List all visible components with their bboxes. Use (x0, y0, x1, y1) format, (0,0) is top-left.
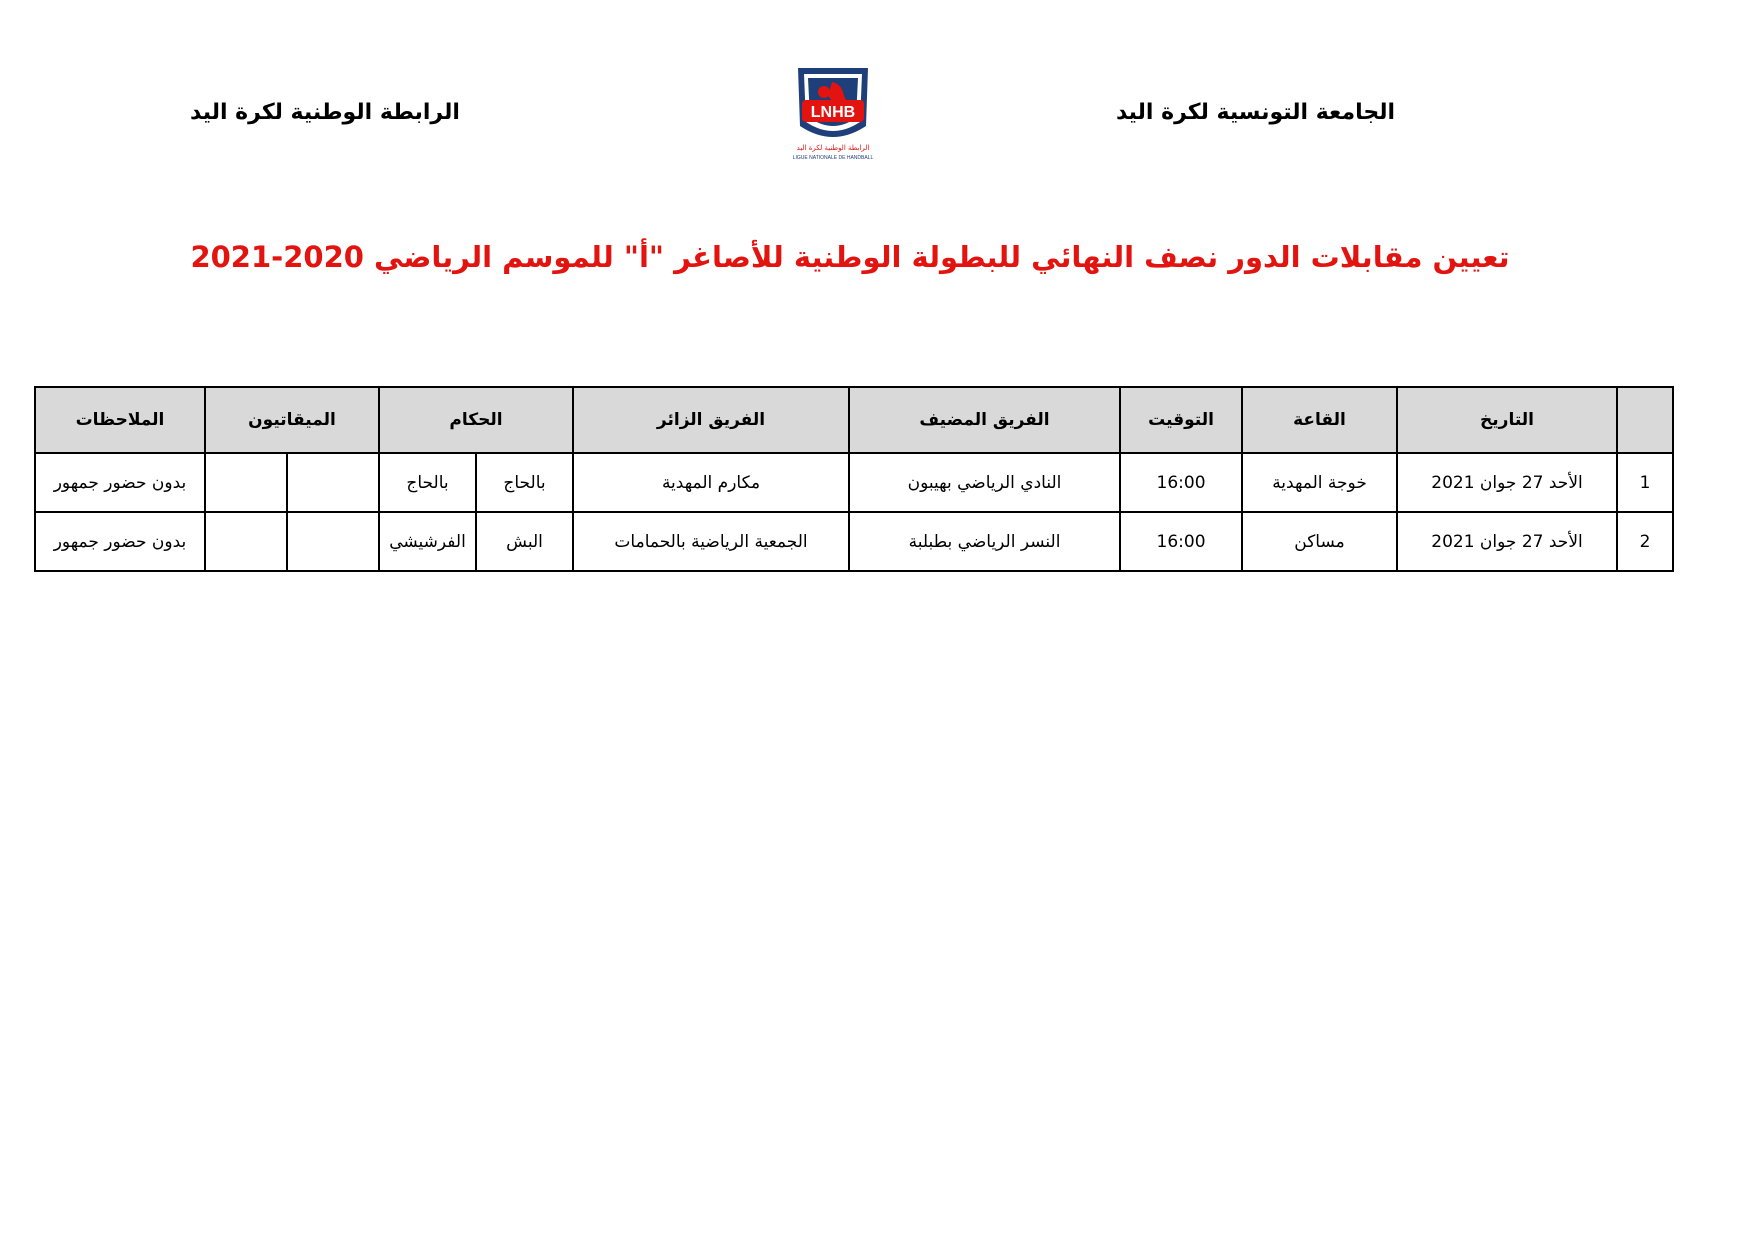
match-time: 16:00 (1120, 453, 1242, 512)
match-date: الأحد 27 جوان 2021 (1397, 512, 1617, 571)
federation-name: الجامعة التونسية لكرة اليد (1115, 100, 1395, 125)
timekeeper-1 (287, 512, 379, 571)
away-team: الجمعية الرياضية بالحمامات (573, 512, 849, 571)
match-notes: بدون حضور جمهور (35, 453, 205, 512)
logo-subtitle-ar: الرابطة الوطنية لكرة اليد (796, 144, 870, 152)
timekeeper-1 (287, 453, 379, 512)
home-team: النسر الرياضي بطبلبة (849, 512, 1120, 571)
header-home-team: الفريق المضيف (849, 387, 1120, 453)
referee-2: الفرشيشي (379, 512, 476, 571)
referee-2: بالحاج (379, 453, 476, 512)
match-hall: خوجة المهدية (1242, 453, 1397, 512)
logo-subtitle-fr: LIGUE NATIONALE DE HANDBALL (792, 155, 874, 161)
header-notes: الملاحظات (35, 387, 205, 453)
referee-1: بالحاج (476, 453, 573, 512)
header-hall: القاعة (1242, 387, 1397, 453)
match-notes: بدون حضور جمهور (35, 512, 205, 571)
timekeeper-2 (205, 512, 287, 571)
table-row (35, 453, 1673, 512)
row-index: 2 (1617, 512, 1673, 571)
header-referees: الحكام (379, 387, 573, 453)
league-name: الرابطة الوطنية لكرة اليد (190, 100, 460, 125)
header-date: التاريخ (1397, 387, 1617, 453)
home-team: النادي الرياضي بهيبون (849, 453, 1120, 512)
table-header-row (35, 387, 1673, 453)
table-row (35, 512, 1673, 571)
page-title: تعيين مقابلات الدور نصف النهائي للبطولة الوطنية للأصاغر "أ" للموسم الرياضي 2020-2021 (190, 240, 1510, 274)
match-schedule-table (34, 386, 1674, 572)
row-index: 1 (1617, 453, 1673, 512)
lnhb-logo (778, 58, 888, 168)
timekeeper-2 (205, 453, 287, 512)
header-time: التوقيت (1120, 387, 1242, 453)
match-hall: مساكن (1242, 512, 1397, 571)
logo-text: LNHB (810, 104, 856, 121)
header-index (1617, 387, 1673, 453)
referee-1: البش (476, 512, 573, 571)
match-date: الأحد 27 جوان 2021 (1397, 453, 1617, 512)
header-away-team: الفريق الزائر (573, 387, 849, 453)
header-timekeepers: الميقاتيون (205, 387, 379, 453)
match-time: 16:00 (1120, 512, 1242, 571)
away-team: مكارم المهدية (573, 453, 849, 512)
